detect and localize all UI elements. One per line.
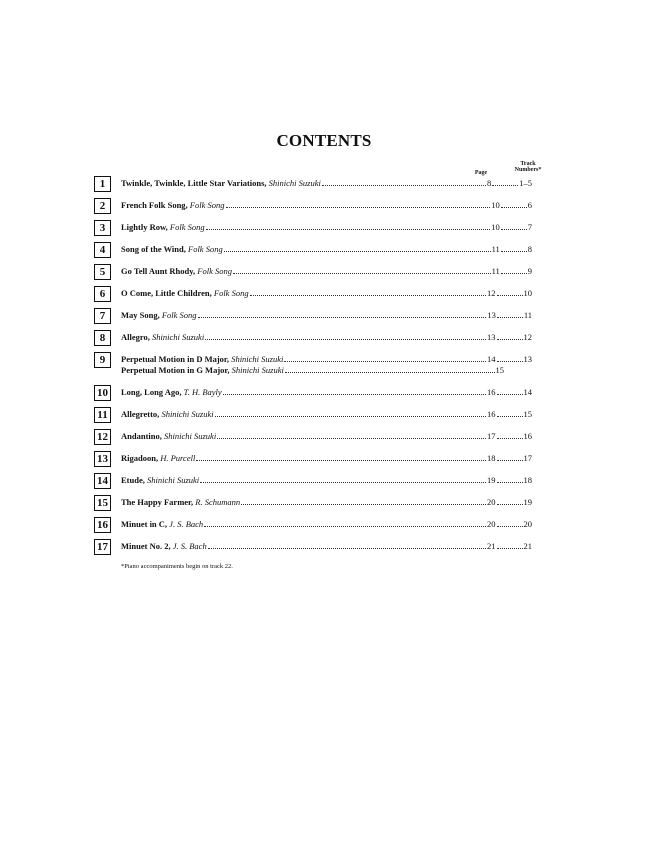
- piece-title: Allegro,: [121, 332, 150, 342]
- piece-title: May Song,: [121, 310, 160, 320]
- toc-line: [121, 518, 532, 530]
- leader-dots: [215, 408, 486, 417]
- leader-dots: [284, 353, 486, 362]
- piece-title: Andantino,: [121, 431, 162, 441]
- track-number: 7: [527, 222, 532, 232]
- composer: Folk Song: [188, 244, 223, 254]
- entry-number-box: 4: [94, 242, 111, 258]
- track-number: 15: [523, 409, 532, 419]
- composer: J. S. Bach: [169, 519, 204, 529]
- track-number: 14: [523, 387, 532, 397]
- piece-title: Perpetual Motion in D Major,: [121, 354, 230, 364]
- toc-line: [121, 386, 532, 398]
- page-number: 19: [487, 475, 496, 485]
- page-number: 8: [487, 178, 492, 188]
- composer: H. Purcell: [160, 453, 196, 463]
- toc-line: [121, 540, 532, 552]
- toc-line: [121, 221, 532, 233]
- page-number: 20: [487, 497, 496, 507]
- leader-dots: [497, 287, 523, 296]
- entry-number-box: 2: [94, 198, 111, 214]
- leader-dots: [200, 474, 486, 483]
- leader-dots: [497, 430, 523, 439]
- page-number: 16: [487, 387, 496, 397]
- toc-entry: [94, 451, 534, 469]
- page-number: 12: [487, 288, 496, 298]
- piece-title: Etude,: [121, 475, 145, 485]
- leader-dots: [204, 518, 486, 527]
- leader-dots: [497, 386, 523, 395]
- composer: Shinichi Suzuki: [164, 431, 217, 441]
- page-number: 11: [491, 266, 500, 276]
- leader-dots: [492, 177, 518, 186]
- entry-number-box: 1: [94, 176, 111, 192]
- leader-dots: [196, 452, 486, 461]
- toc-line: [121, 364, 532, 376]
- track-number: 18: [523, 475, 532, 485]
- leader-dots: [208, 540, 486, 549]
- track-number: 16: [523, 431, 532, 441]
- toc-entry: [94, 407, 534, 425]
- toc-entry: [94, 517, 534, 535]
- entry-number-box: 17: [94, 539, 111, 555]
- page-number: 13: [487, 332, 496, 342]
- toc-entry: [94, 220, 534, 238]
- entry-number-box: 9: [94, 352, 111, 368]
- track-number: 6: [527, 200, 532, 210]
- toc-line: [121, 309, 532, 321]
- leader-dots: [501, 265, 527, 274]
- track-number: 19: [523, 497, 532, 507]
- track-number: 8: [527, 244, 532, 254]
- piece-title: Go Tell Aunt Rhody,: [121, 266, 196, 276]
- entry-number-box: 5: [94, 264, 111, 280]
- entry-number-box: 15: [94, 495, 111, 511]
- leader-dots: [497, 408, 523, 417]
- composer: Shinichi Suzuki: [146, 475, 200, 485]
- leader-dots: [198, 309, 487, 318]
- toc-entry: [94, 176, 534, 194]
- track-column-header: [511, 161, 545, 173]
- toc-line: [121, 287, 532, 299]
- leader-dots: [501, 243, 527, 252]
- page-number: 11: [491, 244, 500, 254]
- composer: R. Schumann: [195, 497, 241, 507]
- track-number: 11: [523, 310, 532, 320]
- track-number: 10: [523, 288, 532, 298]
- toc-entry: [94, 539, 534, 557]
- track-header-line2: Numbers*: [514, 167, 542, 173]
- toc-line: [121, 199, 532, 211]
- piece-title: Minuet No. 2,: [121, 541, 171, 551]
- leader-dots: [205, 331, 486, 340]
- leader-dots: [497, 309, 523, 318]
- composer: T. H. Bayly: [183, 387, 222, 397]
- entry-number-box: 3: [94, 220, 111, 236]
- composer: Shinichi Suzuki: [231, 365, 284, 375]
- leader-dots: [497, 518, 523, 527]
- toc-line: [121, 474, 532, 486]
- leader-dots: [501, 221, 527, 230]
- page-number: 10: [491, 200, 500, 210]
- toc-line: [121, 496, 532, 508]
- toc-line: [121, 265, 532, 277]
- leader-dots: [223, 386, 486, 395]
- entry-number-box: 10: [94, 385, 111, 401]
- page-column-header: Page: [474, 170, 488, 176]
- page-number: 18: [487, 453, 496, 463]
- leader-dots: [241, 496, 486, 505]
- piece-title: Lightly Row,: [121, 222, 168, 232]
- toc-line: [121, 177, 532, 189]
- leader-dots: [497, 331, 523, 340]
- toc-entry: [94, 242, 534, 260]
- toc-entry: [94, 264, 534, 282]
- leader-dots: [497, 452, 523, 461]
- leader-dots: [233, 265, 491, 274]
- leader-dots: [322, 177, 486, 186]
- piece-title: Minuet in C,: [121, 519, 168, 529]
- track-header-line1: Track: [520, 161, 536, 167]
- toc-line: [121, 452, 532, 464]
- page-number: 21: [487, 541, 496, 551]
- leader-dots: [224, 243, 491, 252]
- toc-entry: [94, 308, 534, 326]
- composer: Folk Song: [197, 266, 232, 276]
- toc-entry: [94, 352, 534, 375]
- composer: Shinichi Suzuki: [161, 409, 214, 419]
- composer: Shinichi Suzuki: [231, 354, 284, 364]
- piece-title: Perpetual Motion in G Major,: [121, 365, 230, 375]
- composer: Folk Song: [213, 288, 249, 298]
- leader-dots: [285, 364, 495, 373]
- leader-dots: [217, 430, 486, 439]
- toc-entry: [94, 330, 534, 348]
- page-number: 17: [487, 431, 496, 441]
- piece-title: O Come, Little Children,: [121, 288, 212, 298]
- composer: Folk Song: [169, 222, 205, 232]
- piece-title: Allegretto,: [121, 409, 160, 419]
- track-number: 20: [523, 519, 532, 529]
- leader-dots: [497, 540, 523, 549]
- track-number: 9: [527, 266, 532, 276]
- entry-number-box: 7: [94, 308, 111, 324]
- entry-number-box: 12: [94, 429, 111, 445]
- leader-dots: [250, 287, 486, 296]
- leader-dots: [497, 353, 523, 362]
- entry-number-box: 8: [94, 330, 111, 346]
- toc-line: [121, 331, 532, 343]
- composer: Folk Song: [161, 310, 197, 320]
- track-number: 21: [523, 541, 532, 551]
- piece-title: Twinkle, Twinkle, Little Star Variations,: [121, 178, 267, 188]
- entry-number-box: 6: [94, 286, 111, 302]
- toc-entry: [94, 429, 534, 447]
- track-number: 17: [523, 453, 532, 463]
- leader-dots: [497, 474, 523, 483]
- entry-number-box: 13: [94, 451, 111, 467]
- page-number: 14: [487, 354, 496, 364]
- page-number: 13: [487, 310, 496, 320]
- entry-number-box: 14: [94, 473, 111, 489]
- composer: Folk Song: [189, 200, 225, 210]
- leader-dots: [226, 199, 491, 208]
- footnote: *Piano accompaniments begin on track 22.: [121, 563, 233, 570]
- entry-number-box: 16: [94, 517, 111, 533]
- composer: Shinichi Suzuki: [152, 332, 205, 342]
- page-number: 20: [487, 519, 496, 529]
- track-number: 1–5: [519, 178, 532, 188]
- piece-title: Song of the Wind,: [121, 244, 186, 254]
- page-title: CONTENTS: [276, 131, 372, 150]
- toc-line: [121, 243, 532, 255]
- piece-title: The Happy Farmer,: [121, 497, 194, 507]
- toc-line: [121, 408, 532, 420]
- leader-dots: [497, 496, 523, 505]
- toc-entry: [94, 286, 534, 304]
- track-number: 12: [523, 332, 532, 342]
- toc-entry: [94, 385, 534, 403]
- toc-entry: [94, 495, 534, 513]
- composer: J. S. Bach: [172, 541, 207, 551]
- leader-dots: [501, 199, 527, 208]
- page-number: 15: [495, 365, 504, 375]
- toc-entry: [94, 198, 534, 216]
- composer: Shinichi Suzuki: [268, 178, 321, 188]
- toc-line: [121, 430, 532, 442]
- track-number: 13: [523, 354, 532, 364]
- page-number: 10: [491, 222, 500, 232]
- piece-title: Rigadoon,: [121, 453, 159, 463]
- piece-title: French Folk Song,: [121, 200, 188, 210]
- leader-dots: [206, 221, 491, 230]
- page-number: 16: [487, 409, 496, 419]
- toc-entry: [94, 473, 534, 491]
- entry-number-box: 11: [94, 407, 111, 423]
- piece-title: Long, Long Ago,: [121, 387, 182, 397]
